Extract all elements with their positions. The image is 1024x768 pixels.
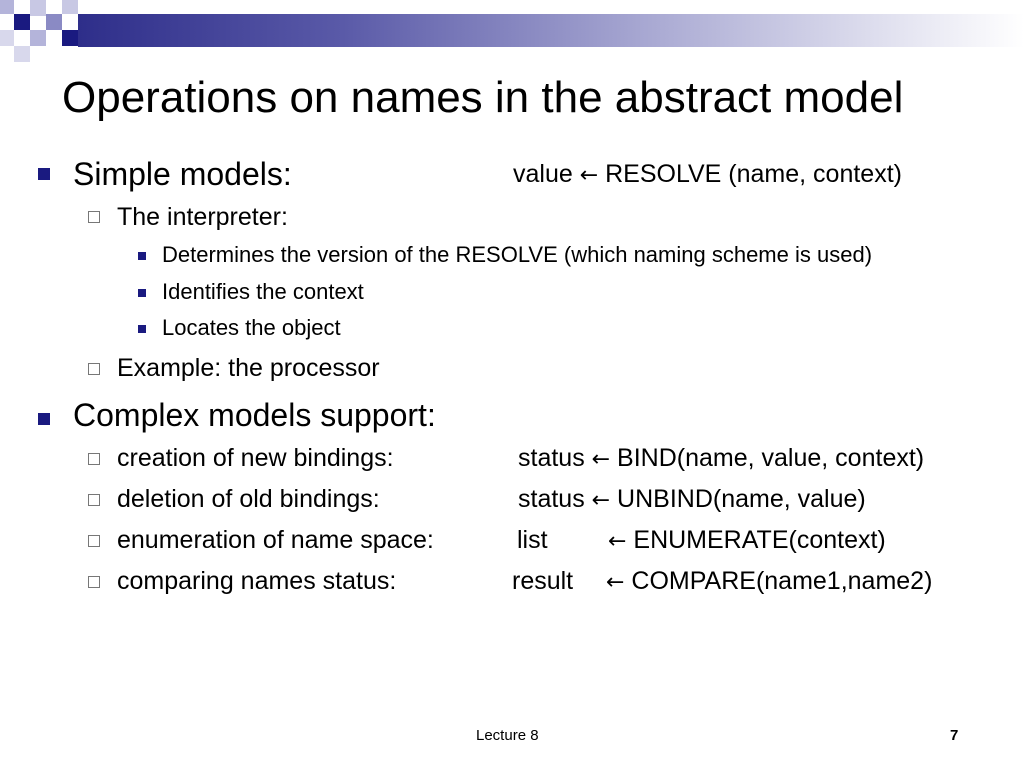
bullet-square-icon	[138, 325, 146, 333]
header-gradient-band	[78, 14, 1024, 47]
bullet-hollow-square-icon	[88, 211, 100, 223]
operation-label: comparing names status:	[117, 567, 397, 595]
left-arrow-icon: ←	[608, 529, 627, 554]
operation-formula-lhs: result	[512, 567, 574, 595]
decor-square	[14, 14, 30, 30]
formula-rhs: UNBIND(name, value)	[617, 485, 866, 513]
slide-title: Operations on names in the abstract model	[62, 73, 904, 122]
list-item: Identifies the context	[162, 279, 364, 304]
bullet-hollow-square-icon	[88, 576, 100, 588]
decor-square	[30, 0, 46, 16]
decor-square	[30, 30, 46, 46]
formula-lhs: status	[518, 444, 585, 472]
bullet-square-icon	[138, 289, 146, 297]
decor-square	[14, 46, 30, 62]
formula-rhs: ENUMERATE(context)	[633, 526, 886, 554]
example-label: Example: the processor	[117, 354, 380, 382]
operation-formula	[608, 525, 886, 557]
operation-formula	[518, 443, 924, 475]
resolve-formula	[513, 159, 902, 191]
bullet-square-icon	[138, 252, 146, 260]
formula-rhs: COMPARE(name1,name2)	[631, 567, 933, 595]
decor-square	[0, 30, 14, 46]
simple-models-label: Simple models:	[73, 156, 292, 192]
operation-formula-lhs: list	[517, 526, 548, 554]
bullet-hollow-square-icon	[88, 494, 100, 506]
decor-square	[62, 30, 78, 46]
formula-lhs: value	[513, 160, 573, 188]
left-arrow-icon: ←	[579, 163, 599, 188]
left-arrow-icon: ←	[591, 488, 611, 513]
decor-square	[0, 0, 14, 14]
bullet-hollow-square-icon	[88, 453, 100, 465]
left-arrow-icon: ←	[606, 570, 625, 595]
left-arrow-icon: ←	[591, 447, 611, 472]
decor-square	[46, 14, 62, 30]
footer-lecture-label: Lecture 8	[476, 727, 539, 744]
formula-lhs: status	[518, 485, 585, 513]
interpreter-label: The interpreter:	[117, 203, 288, 231]
bullet-square-icon	[38, 413, 50, 425]
bullet-hollow-square-icon	[88, 363, 100, 375]
operation-label: creation of new bindings:	[117, 444, 394, 472]
bullet-square-icon	[38, 168, 50, 180]
operation-formula	[606, 566, 932, 598]
operation-label: deletion of old bindings:	[117, 485, 380, 513]
page-number: 7	[950, 727, 959, 744]
list-item: Locates the object	[162, 315, 341, 340]
bullet-hollow-square-icon	[88, 535, 100, 547]
complex-models-label: Complex models support:	[73, 397, 436, 433]
list-item: Determines the version of the RESOLVE (which naming scheme is used)	[162, 242, 873, 267]
formula-rhs: RESOLVE (name, context)	[605, 160, 902, 188]
operation-label: enumeration of name space:	[117, 526, 434, 554]
formula-rhs: BIND(name, value, context)	[617, 444, 925, 472]
operation-formula	[518, 484, 866, 516]
decor-square	[62, 0, 78, 14]
